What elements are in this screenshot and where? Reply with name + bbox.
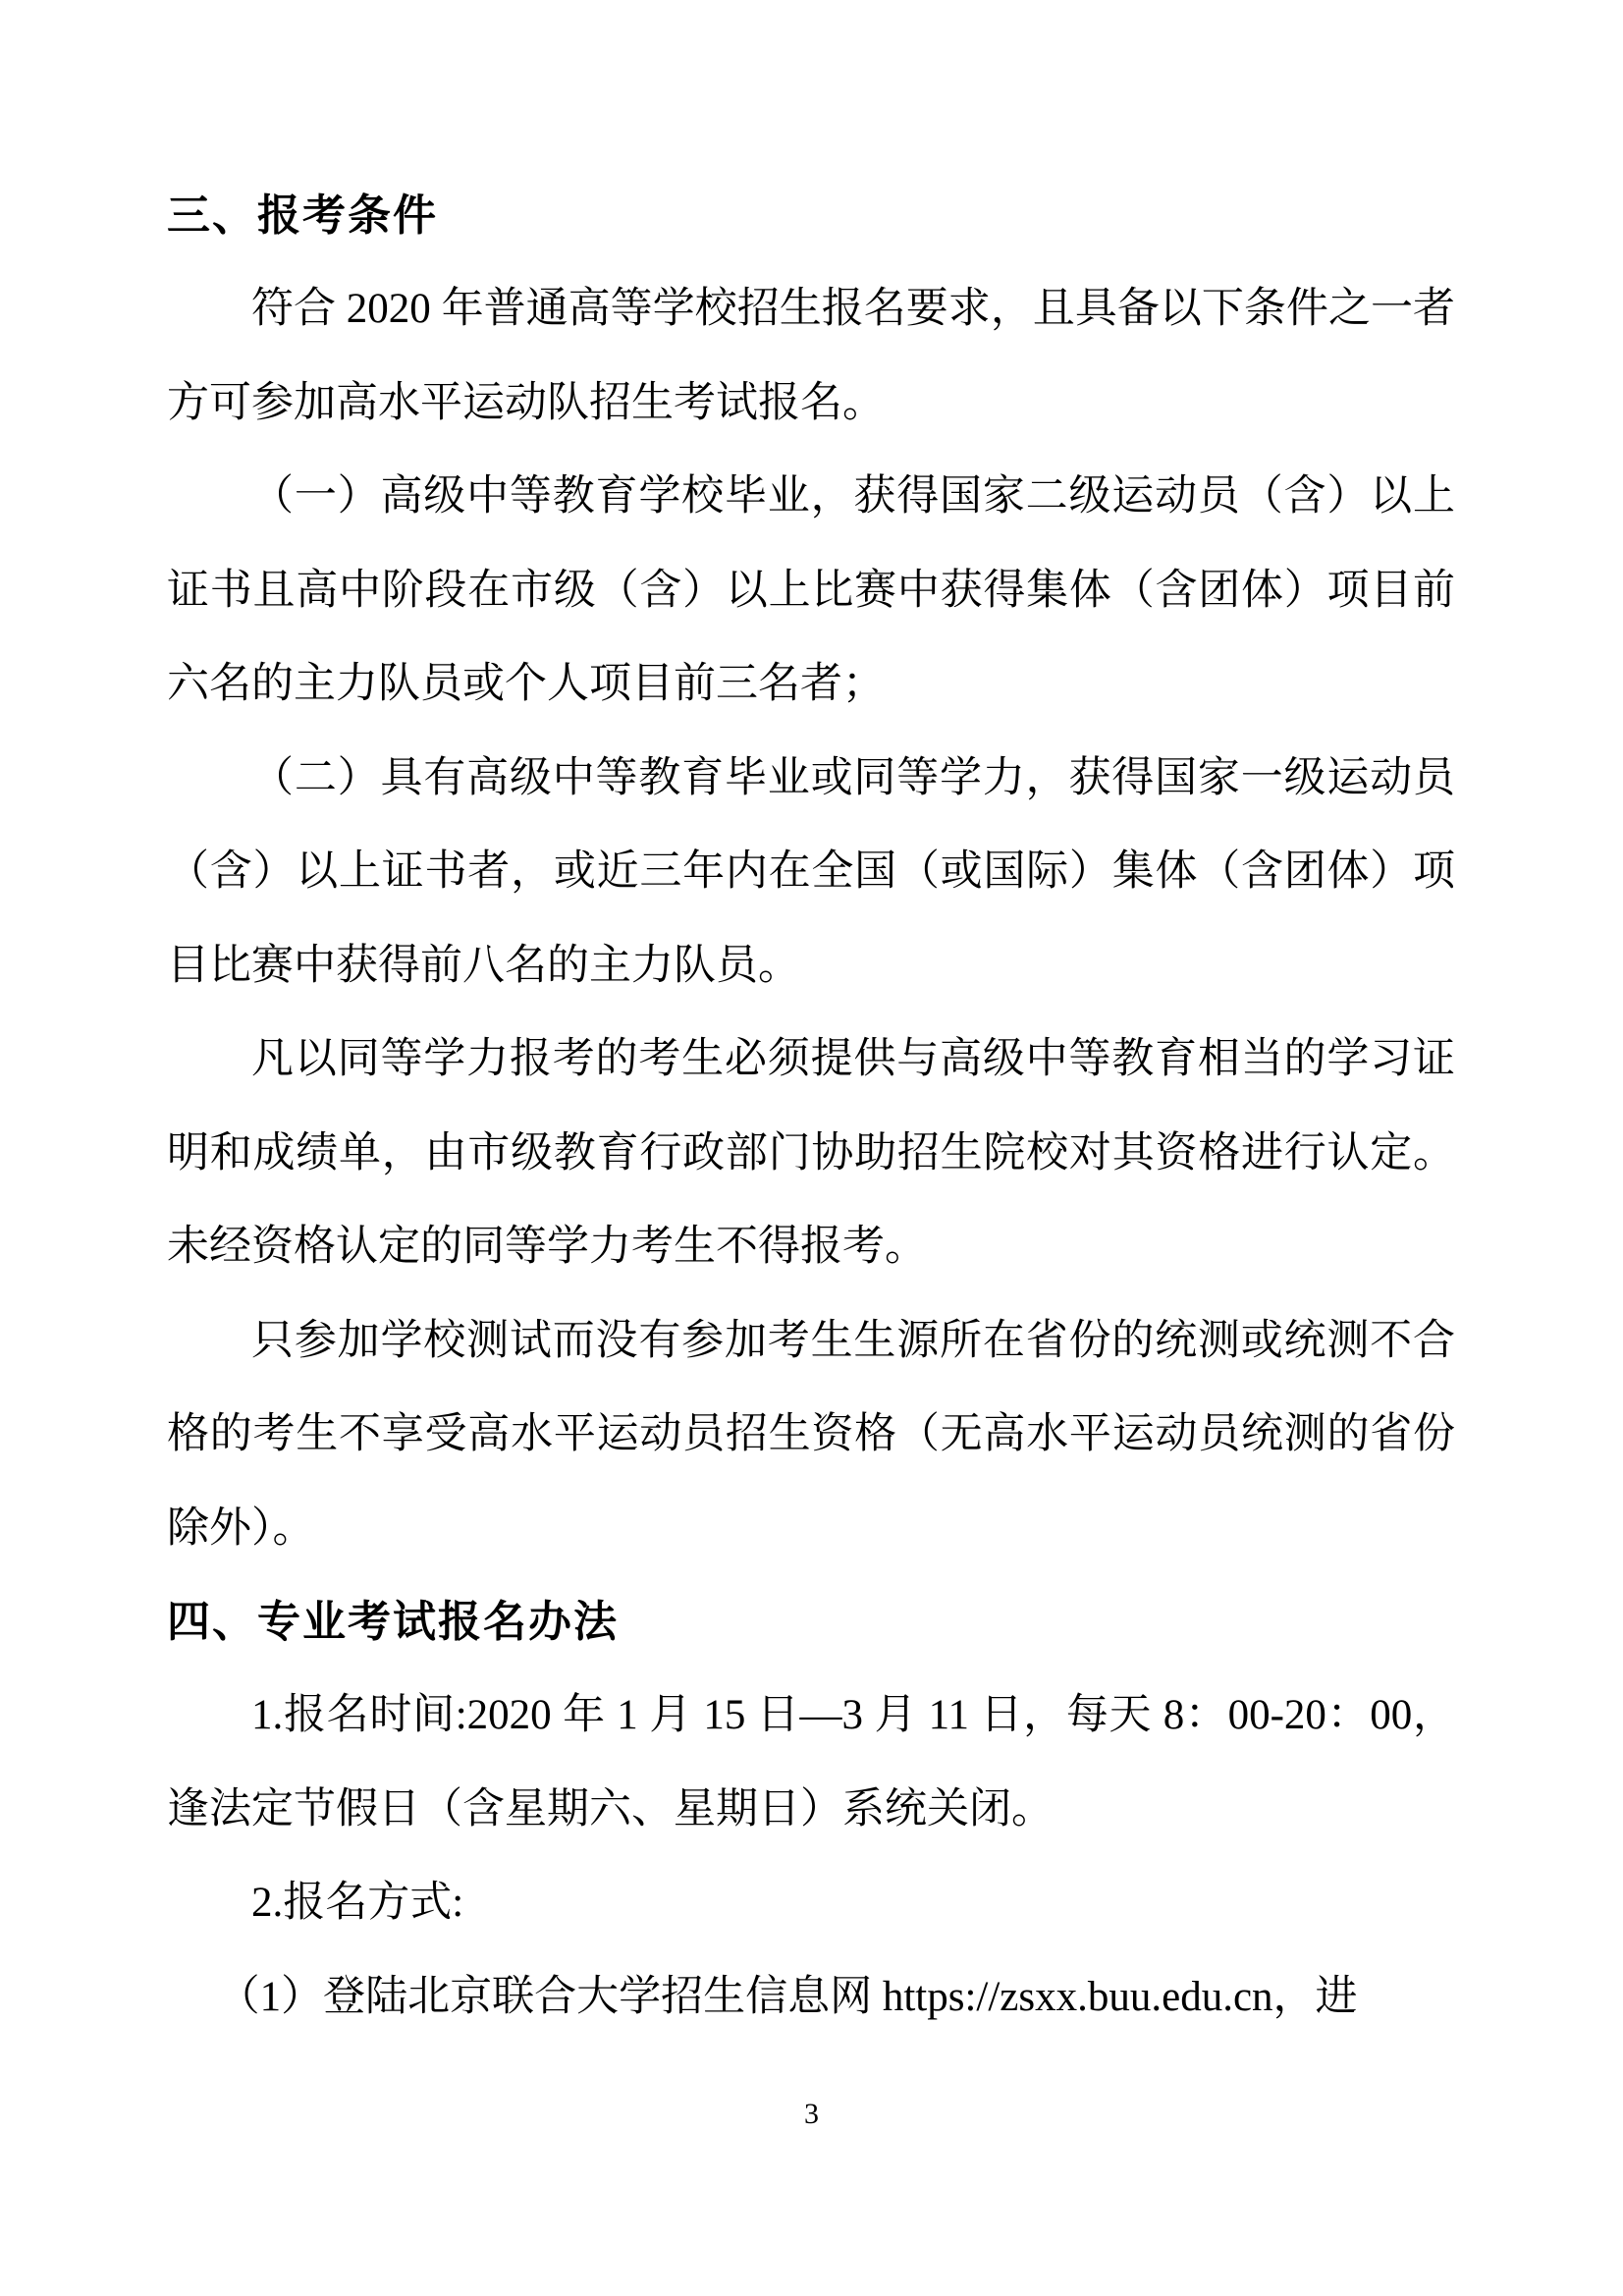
paragraph-registration-website: （1）登陆北京联合大学招生信息网 https://zsxx.buu.edu.cn，进 (217, 1973, 1358, 2020)
section-heading-application-requirements: 三、报考条件 (167, 191, 438, 240)
paragraph-provincial-test-note: 只参加学校测试而没有参加考生生源所在省份的统测或统测不合格的考生不享受高水平运动员招生资格（无高水平运动员统测的省份除外）。 (167, 1317, 1455, 1552)
paragraph-registration-method-label: 2.报名方式: (251, 1880, 464, 1926)
page-number: 3 (804, 2098, 819, 2130)
section-heading-exam-registration: 四、专业考试报名办法 (167, 1598, 619, 1646)
paragraph-equivalent-qualification: 凡以同等学力报考的考生必须提供与高级中等教育相当的学习证明和成绩单，由市级教育行政部门协助招生院校对其资格进行认定。未经资格认定的同等学力考生不得报考。 (167, 1036, 1455, 1270)
paragraph-registration-time: 1.报名时间:2020 年 1 月 15 日—3 月 11 日，每天 8：00-20：00，逢法定节假日（含星期六、星期日）系统关闭。 (167, 1692, 1455, 1832)
paragraph-condition-two: （二）具有高级中等教育毕业或同等学力，获得国家一级运动员（含）以上证书者，或近三年内在全国（或国际）集体（含团体）项目比赛中获得前八名的主力队员。 (167, 754, 1455, 989)
paragraph-eligibility-intro: 符合 2020 年普通高等学校招生报名要求，且具备以下条件之一者方可参加高水平运动队招生考试报名。 (167, 286, 1455, 426)
paragraph-condition-one: （一）高级中等教育学校毕业，获得国家二级运动员（含）以上证书且高中阶段在市级（含）以上比赛中获得集体（含团体）项目前六名的主力队员或个人项目前三名者； (167, 473, 1455, 707)
document-content (167, 169, 1455, 2044)
